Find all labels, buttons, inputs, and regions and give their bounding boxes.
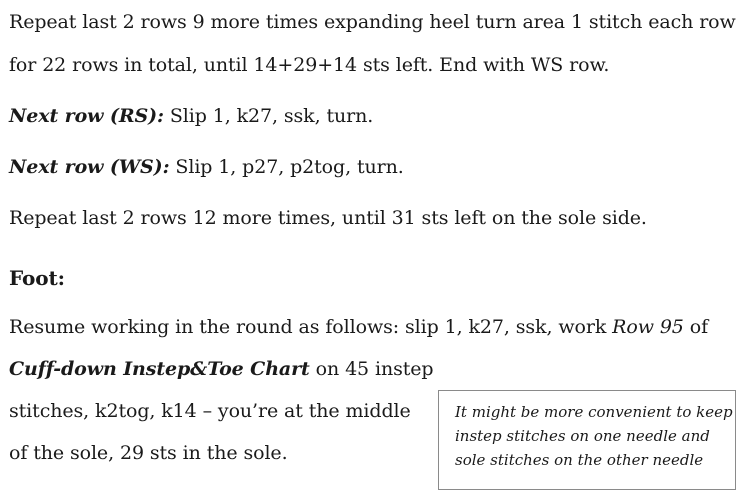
side-note-line-3: sole stitches on the other needle	[455, 451, 704, 469]
foot-line-3	[9, 399, 411, 423]
foot-heading-text: Foot:	[9, 266, 65, 290]
next-row-ws-label: Next row (WS):	[9, 156, 170, 178]
foot-line-4-text: of the sole, 29 sts in the sole.	[9, 442, 288, 464]
foot-line-2	[9, 357, 434, 381]
foot-line-2-end: on 45 instep	[309, 358, 434, 380]
side-note-line-2: instep stitches on one needle and	[455, 427, 710, 445]
next-row-ws-text: Slip 1, p27, p2tog, turn.	[169, 156, 404, 178]
foot-line-1	[9, 315, 708, 339]
foot-line-4	[9, 441, 288, 465]
next-row-ws	[9, 155, 404, 179]
foot-heading	[9, 266, 65, 290]
paragraph-2	[9, 206, 647, 230]
paragraph-1-line-1	[9, 10, 736, 34]
foot-line-2-chart-name: Cuff-down Instep&Toe Chart	[9, 358, 310, 380]
next-row-rs-label: Next row (RS):	[9, 105, 164, 127]
next-row-rs	[9, 104, 373, 128]
paragraph-1-line-2	[9, 53, 609, 77]
next-row-rs-text: Slip 1, k27, ssk, turn.	[163, 105, 374, 127]
paragraph-1-line-1-text: Repeat last 2 rows 9 more times expanding heel turn area 1 stitch each row	[9, 11, 736, 33]
foot-line-1-row-ref: Row 95	[612, 316, 684, 338]
paragraph-2-text: Repeat last 2 rows 12 more times, until 31 sts left on the sole side.	[9, 207, 647, 229]
side-note-line-1: It might be more convenient to keep	[455, 403, 733, 421]
foot-line-1-end: of	[683, 316, 709, 338]
foot-line-3-text: stitches, k2tog, k14 – you’re at the middle	[9, 400, 411, 422]
side-note-box	[438, 390, 736, 490]
foot-line-1-start: Resume working in the round as follows: slip 1, k27, ssk, work	[9, 316, 613, 338]
paragraph-1-line-2-text: for 22 rows in total, until 14+29+14 sts left. End with WS row.	[9, 54, 610, 76]
